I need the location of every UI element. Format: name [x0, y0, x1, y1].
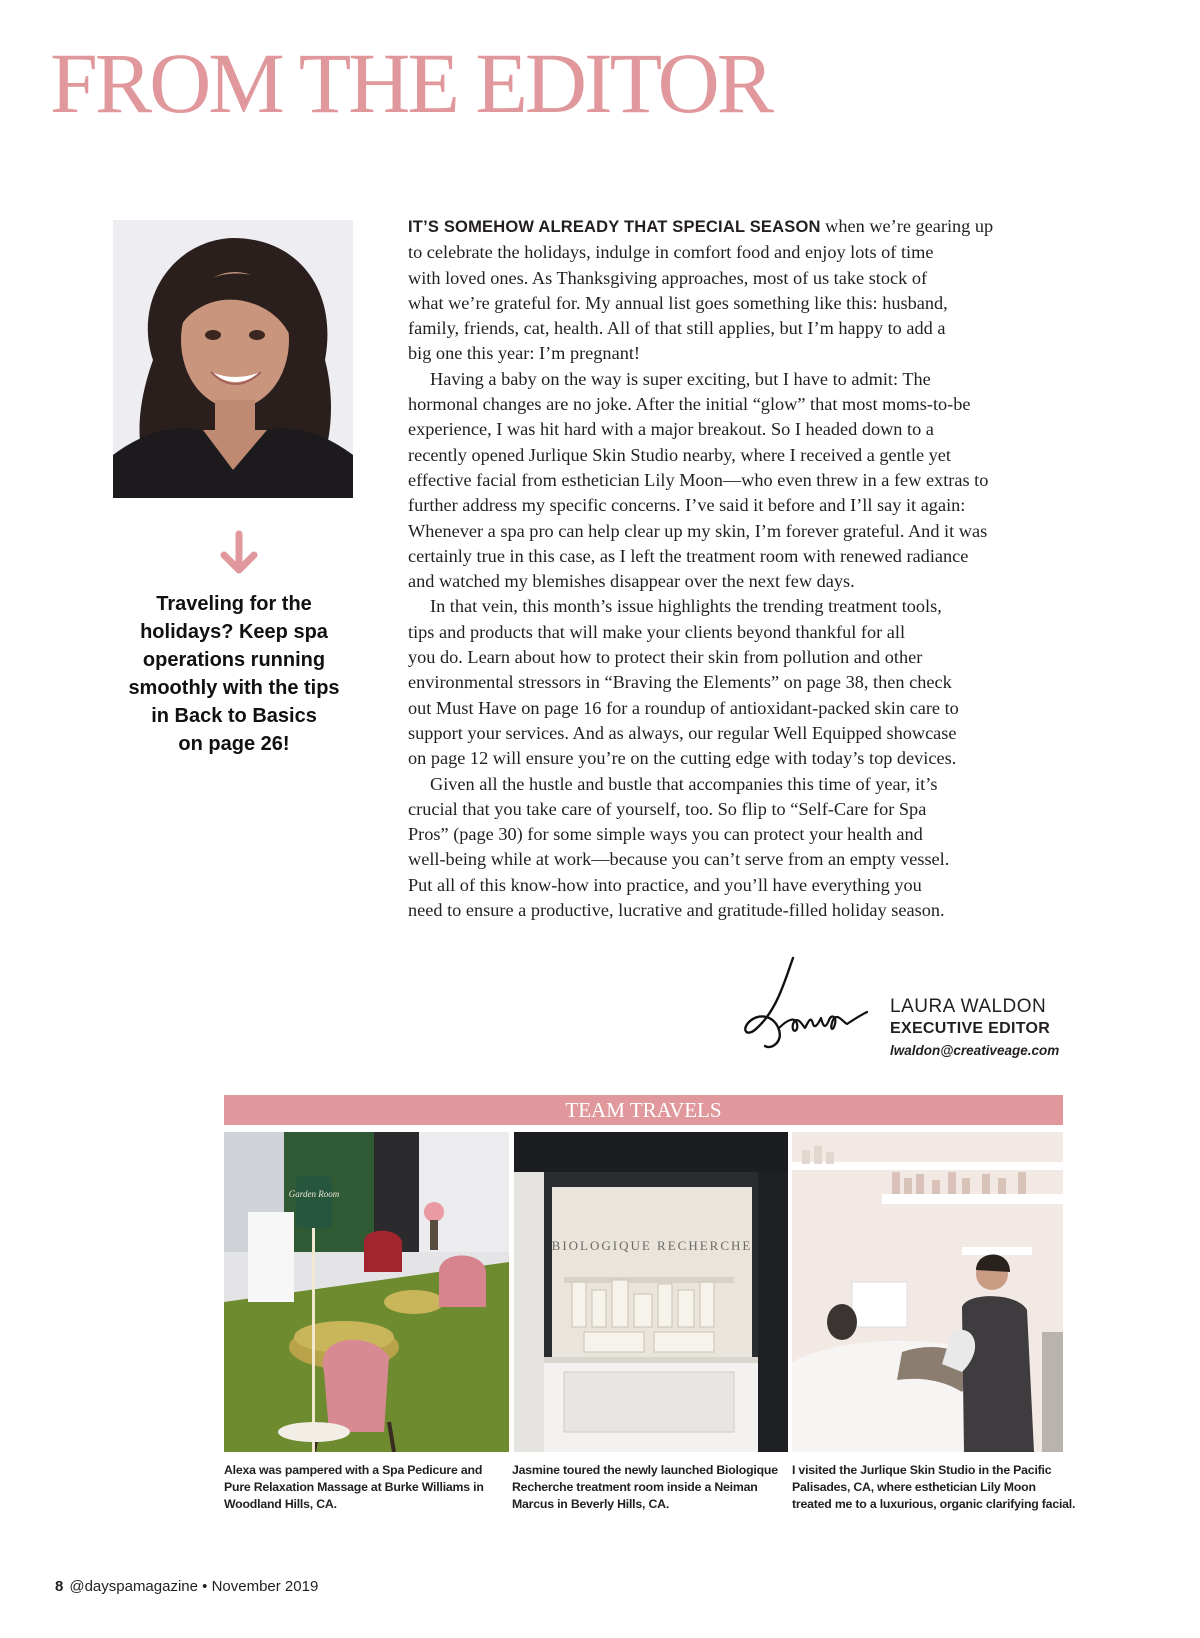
caption-line: I visited the Jurlique Skin Studio in the Pacific	[792, 1463, 1052, 1477]
editor-email: lwaldon@creativeage.com	[890, 1043, 1060, 1058]
team-photo-spa-lounge	[224, 1132, 509, 1452]
letter-line: to celebrate the holidays, indulge in comfort food and enjoy lots of time	[408, 242, 934, 263]
caption-line: Recherche treatment room inside a Neiman	[512, 1480, 758, 1494]
letter-line: certainly true in this case, as I left the treatment room with renewed radiance	[408, 545, 969, 566]
letter-line: what we’re grateful for. My annual list goes something like this: husband,	[408, 292, 948, 313]
sidebar-line: smoothly with the tips	[128, 677, 340, 699]
team-photo-jurlique-studio	[792, 1132, 1063, 1452]
sidebar-line: operations running	[142, 649, 326, 671]
photo-caption	[792, 1462, 1076, 1513]
letter-line: you do. Learn about how to protect their skin from pollution and other	[408, 647, 923, 668]
page-footer	[55, 1578, 318, 1595]
editor-portrait	[113, 220, 353, 498]
sidebar-line: in Back to Basics	[151, 705, 317, 727]
editor-title: EXECUTIVE EDITOR	[890, 1020, 1051, 1037]
team-photo-biologique-recherche	[514, 1132, 788, 1452]
sidebar-line: Traveling for the	[156, 593, 312, 615]
letter-line: tips and products that will make your clients beyond thankful for all	[408, 621, 906, 642]
letter-line: Given all the hustle and bustle that accompanies this time of year, it’s	[430, 773, 938, 794]
letter-line: need to ensure a productive, lucrative and gratitude-filled holiday season.	[408, 900, 945, 921]
letter-line: and watched my blemishes disappear over the next few days.	[408, 571, 855, 592]
lead-in: IT’S SOMEHOW ALREADY THAT SPECIAL SEASON	[408, 218, 821, 236]
letter-line: family, friends, cat, health. All of that still applies, but I’m happy to add a	[408, 318, 946, 339]
letter-line: with loved ones. As Thanksgiving approaches, most of us take stock of	[408, 267, 928, 288]
biologique-sign-text: BIOLOGIQUE RECHERCHE	[551, 1238, 753, 1253]
letter-line: well-being while at work—because you can’t serve from an empty vessel.	[408, 849, 950, 870]
sidebar-teaser	[104, 590, 364, 758]
letter-line: big one this year: I’m pregnant!	[408, 343, 640, 364]
letter-first-line	[408, 214, 1068, 240]
caption-line: Jasmine toured the newly launched Biologique	[512, 1463, 778, 1477]
letter-line: when we’re gearing up	[820, 216, 994, 236]
editor-letter	[408, 214, 1068, 923]
photo-caption	[512, 1462, 790, 1513]
footer-text: @dayspamagazine • November 2019	[69, 1578, 319, 1595]
letter-line: crucial that you take care of yourself, too. So flip to “Self-Care for Spa	[408, 798, 927, 819]
letter-line: experience, I was hit hard with a major breakout. So I headed down to a	[408, 419, 934, 440]
letter-line: on page 12 will ensure you’re on the cutting edge with today’s top devices.	[408, 748, 957, 769]
arrow-down-icon	[218, 530, 260, 576]
editor-name: LAURA WALDON	[890, 996, 1047, 1017]
caption-line: Alexa was pampered with a Spa Pedicure and	[224, 1463, 483, 1477]
letter-line: In that vein, this month’s issue highlights the trending treatment tools,	[430, 596, 942, 617]
signature-icon	[735, 950, 875, 1060]
team-travels-banner: TEAM TRAVELS	[224, 1095, 1063, 1125]
caption-line: Palisades, CA, where esthetician Lily Moon	[792, 1480, 1036, 1494]
page-title: FROM THE EDITOR	[50, 35, 772, 131]
page-number: 8	[55, 1578, 64, 1595]
caption-line: Marcus in Beverly Hills, CA.	[512, 1497, 670, 1511]
letter-line: hormonal changes are no joke. After the initial “glow” that most moms-to-be	[408, 394, 971, 415]
garden-room-sign-text: Garden Room	[288, 1189, 340, 1199]
letter-line: recently opened Jurlique Skin Studio nearby, where I received a gentle yet	[408, 444, 951, 465]
letter-line: out Must Have on page 16 for a roundup of antioxidant-packed skin care to	[408, 697, 959, 718]
letter-line: effective facial from esthetician Lily Moon—who even threw in a few extras to	[408, 469, 989, 490]
caption-line: Pure Relaxation Massage at Burke Williams in	[224, 1480, 484, 1494]
letter-line: Whenever a spa pro can help clear up my skin, I’m forever grateful. And it was	[408, 520, 988, 541]
photo-caption	[224, 1462, 509, 1513]
letter-line: support your services. And as always, our regular Well Equipped showcase	[408, 722, 957, 743]
letter-line: further address my specific concerns. I’ve said it before and I’ll say it again:	[408, 495, 966, 516]
caption-line: treated me to a luxurious, organic clarifying facial.	[792, 1497, 1076, 1511]
letter-line: Having a baby on the way is super exciting, but I have to admit: The	[430, 368, 931, 389]
letter-line: environmental stressors in “Braving the Elements” on page 38, then check	[408, 672, 952, 693]
letter-line: Pros” (page 30) for some simple ways you can protect your health and	[408, 824, 923, 845]
sidebar-line: holidays? Keep spa	[140, 621, 328, 643]
caption-line: Woodland Hills, CA.	[224, 1497, 337, 1511]
letter-line: Put all of this know-how into practice, and you’ll have everything you	[408, 874, 922, 895]
sidebar-line: on page 26!	[178, 733, 290, 755]
